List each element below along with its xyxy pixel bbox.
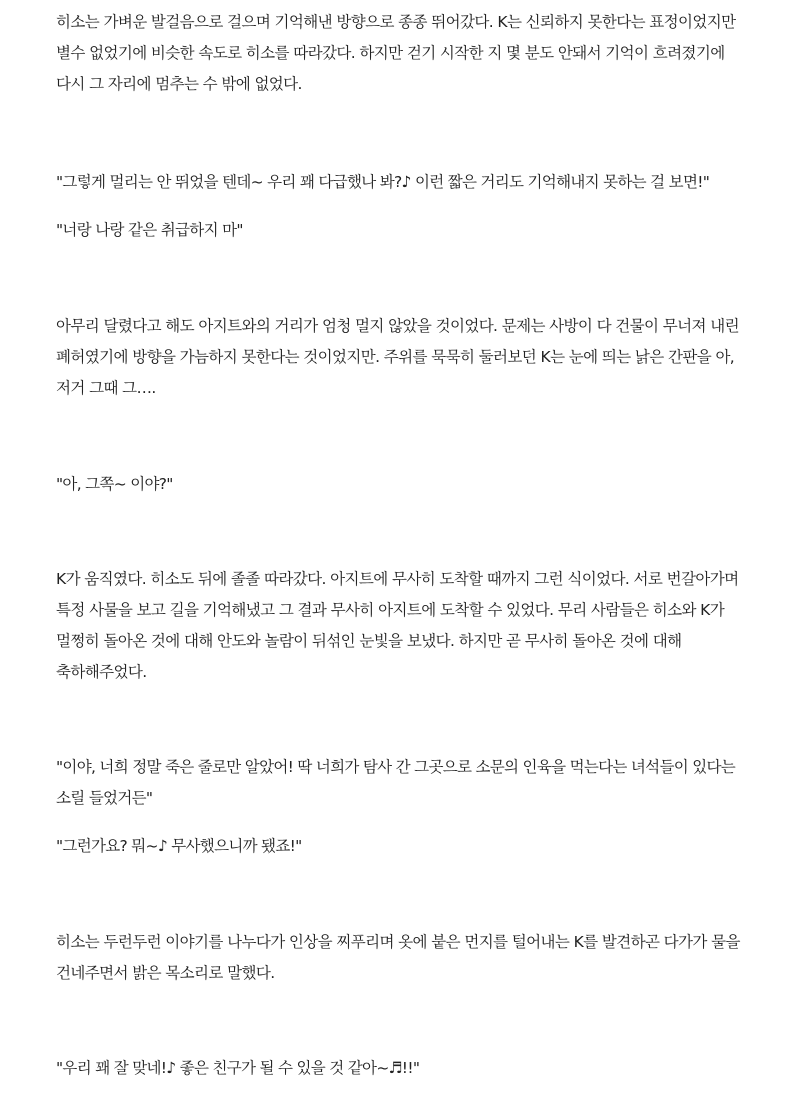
narration-paragraph: 히소는 두런두런 이야기를 나누다가 인상을 찌푸리며 옷에 붙은 먼지를 털어내는 K를 발견하곤 다가가 물을 건네주면서 밝은 목소리로 말했다.	[56, 933, 740, 982]
dialogue-line: "이야, 너희 정말 죽은 줄로만 알았어! 딱 너희가 탐사 간 그곳으로 소문의 인육을 먹는다는 녀석들이 있다는 소릴 들었거든"	[56, 758, 736, 807]
narration-paragraph: 히소는 가벼운 발걸음으로 걸으며 기억해낸 방향으로 종종 뛰어갔다. K는 신뢰하지 못한다는 표정이었지만 별수 없었기에 비슷한 속도로 히소를 따라갔다. 하지만 걷기 시작한 지 몇 분도 안돼서 기억이 흐려졌기에 다시 그 자리에 멈추는 수 밖에 없었다.	[56, 13, 736, 93]
dialogue-line: "우리 꽤 잘 맞네!♪ 좋은 친구가 될 수 있을 것 같아~♬!!"	[56, 1059, 420, 1077]
dialogue-line: "너랑 나랑 같은 취급하지 마"	[56, 221, 243, 239]
dialogue-line: "아, 그쪽~ 이야?"	[56, 475, 173, 493]
narration-paragraph: K가 움직였다. 히소도 뒤에 졸졸 따라갔다. 아지트에 무사히 도착할 때까지 그런 식이었다. 서로 번갈아가며 특정 사물을 보고 길을 기억해냈고 그 결과 무사히 아지트에 도착할 수 있었다. 무리 사람들은 히소와 K가 멀쩡히 돌아온 것에 대해 안도와 놀람이 뒤섞인 눈빛을 보냈다. 하지만 곧 무사히 돌아온 것에 대해 축하해주었다.	[56, 570, 739, 681]
dialogue-line: "그런가요? 뭐~♪ 무사했으니까 됐죠!"	[56, 837, 302, 855]
dialogue-line: "그렇게 멀리는 안 뛰었을 텐데~ 우리 꽤 다급했나 봐?♪ 이런 짧은 거리도 기억해내지 못하는 걸 보면!"	[56, 173, 710, 191]
narration-paragraph: 아무리 달렸다고 해도 아지트와의 거리가 엄청 멀지 않았을 것이었다. 문제는 사방이 다 건물이 무너져 내린 폐허였기에 방향을 가늠하지 못한다는 것이었지만. 주위를 묵묵히 둘러보던 K는 눈에 띄는 낡은 간판을 아, 저거 그때 그….	[56, 317, 739, 397]
